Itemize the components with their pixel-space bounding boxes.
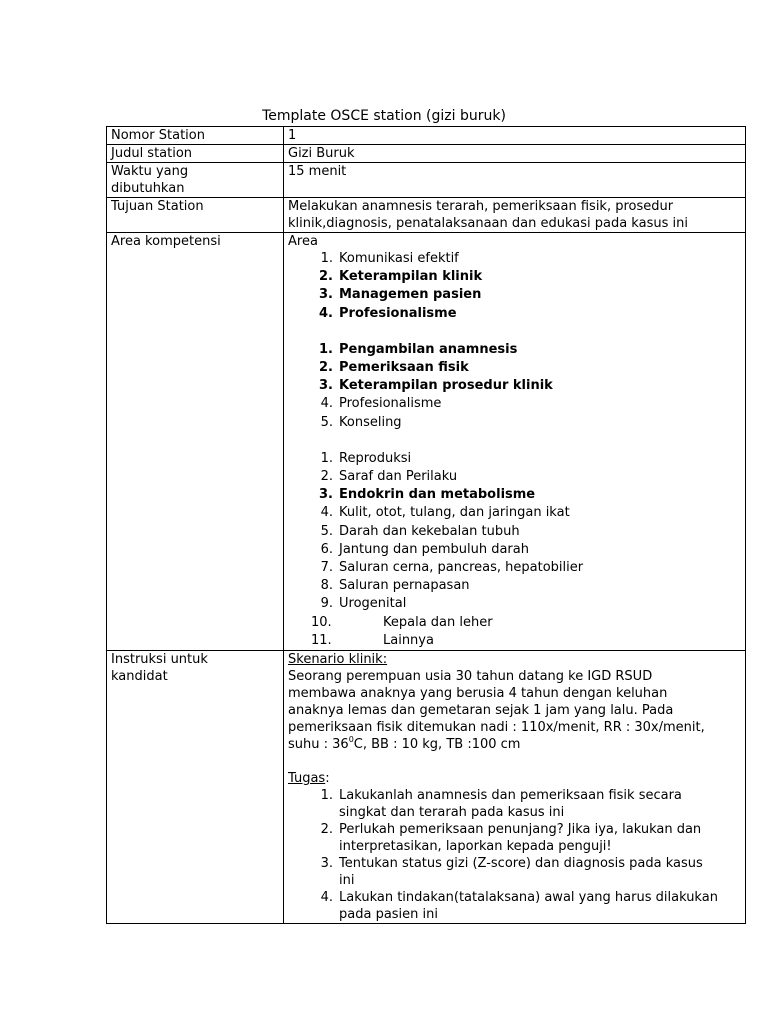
table-row [107, 163, 746, 198]
label-instruksi-line1: Instruksi untuk [111, 652, 208, 668]
list-item: 3. Endokrin dan metabolisme [319, 487, 536, 503]
list-item: 2. Saraf dan Perilaku [320, 469, 458, 485]
list-item: 1. Lakukanlah anamnesis dan pemeriksaan fisik secara singkat dan terarah pada kasus ini [320, 788, 682, 821]
osce-table [106, 126, 746, 924]
label-instruksi-line2: kandidat [111, 669, 168, 685]
table-row [107, 127, 746, 145]
list-item: 1. Reproduksi [320, 450, 412, 466]
list-item: 6. Jantung dan pembuluh darah [320, 541, 529, 557]
label-area-kompetensi: Area kompetensi [107, 233, 284, 651]
value-tujuan-station [284, 198, 746, 233]
value-instruksi [284, 651, 746, 924]
list-item: 10. Kepala dan leher [311, 614, 493, 630]
list-item: 9. Urogenital [320, 596, 407, 612]
skenario-line: membawa anaknya yang berusia 4 tahun dengan keluhan [288, 686, 668, 702]
list-item: 5. Darah dan kekebalan tubuh [320, 523, 520, 539]
table-row [107, 145, 746, 163]
document-title: Template OSCE station (gizi buruk) [262, 108, 506, 124]
skenario-vitals-line: suhu : $36^0C$, BB : 10 kg, TB :100 cm [288, 735, 521, 753]
task-list [288, 787, 741, 923]
list-item: 2. Keterampilan klinik [319, 269, 483, 285]
list-item: 7. Saluran cerna, pancreas, hepatobilier [320, 560, 584, 576]
table-row [107, 198, 746, 233]
label-waktu-line1: Waktu yang [111, 164, 189, 179]
table-row [107, 233, 746, 651]
area-heading: Area [288, 234, 318, 249]
list-item: 2. Pemeriksaan fisik [319, 360, 469, 376]
skenario-line: anaknya lemas dan gemetaran sejak 1 jam yang lalu. Pada [288, 703, 674, 719]
tugas-heading: Tugas: [288, 771, 330, 787]
skenario-line: Seorang perempuan usia 30 tahun datang ke IGD RSUD [288, 669, 653, 685]
competency-list [288, 250, 741, 323]
list-item: 1. Komunikasi efektif [320, 251, 459, 266]
list-item: 11. Lainnya [311, 632, 434, 648]
skenario-heading: Skenario klinik: [288, 652, 388, 668]
label-nomor-station: Nomor Station [107, 127, 284, 145]
list-item: 5. Konseling [320, 414, 402, 430]
list-item: 4. Kulit, otot, tulang, dan jaringan ikat [320, 505, 570, 521]
list-item: 3. Keterampilan prosedur klinik [319, 378, 553, 394]
table-row [107, 651, 746, 924]
tujuan-line2: klinik,diagnosis, penatalaksanaan dan edukasi pada kasus ini [288, 216, 688, 231]
label-instruksi [107, 651, 284, 924]
label-tujuan-station: Tujuan Station [107, 198, 284, 233]
list-item: 3. Managemen pasien [319, 287, 482, 303]
value-waktu: 15 menit [284, 163, 746, 198]
list-item: 3. Tentukan status gizi (Z-score) dan diagnosis pada kasus ini [320, 856, 703, 889]
list-item: 8. Saluran pernapasan [320, 578, 470, 594]
system-list [288, 450, 741, 650]
list-item: 4. Profesionalisme [320, 396, 442, 412]
skill-list [288, 341, 741, 432]
label-waktu-line2: dibutuhkan [111, 181, 185, 196]
value-area-kompetensi [284, 233, 746, 651]
list-item: 4. Profesionalisme [319, 305, 457, 321]
list-item: 4. Lakukan tindakan(tatalaksana) awal yang harus dilakukan pada pasien ini [320, 890, 718, 923]
list-item: 2. Perlukah pemeriksaan penunjang? Jika iya, lakukan dan interpretasikan, laporkan kepada penguji! [320, 822, 702, 855]
value-nomor-station: 1 [284, 127, 746, 145]
label-judul-station: Judul station [107, 145, 284, 163]
label-waktu [107, 163, 284, 198]
value-judul-station: Gizi Buruk [284, 145, 746, 163]
tujuan-line1: Melakukan anamnesis terarah, pemeriksaan fisik, prosedur [288, 199, 674, 214]
skenario-line: pemeriksaan fisik ditemukan nadi : 110x/menit, RR : 30x/menit, [288, 720, 705, 736]
list-item: 1. Pengambilan anamnesis [319, 341, 518, 357]
